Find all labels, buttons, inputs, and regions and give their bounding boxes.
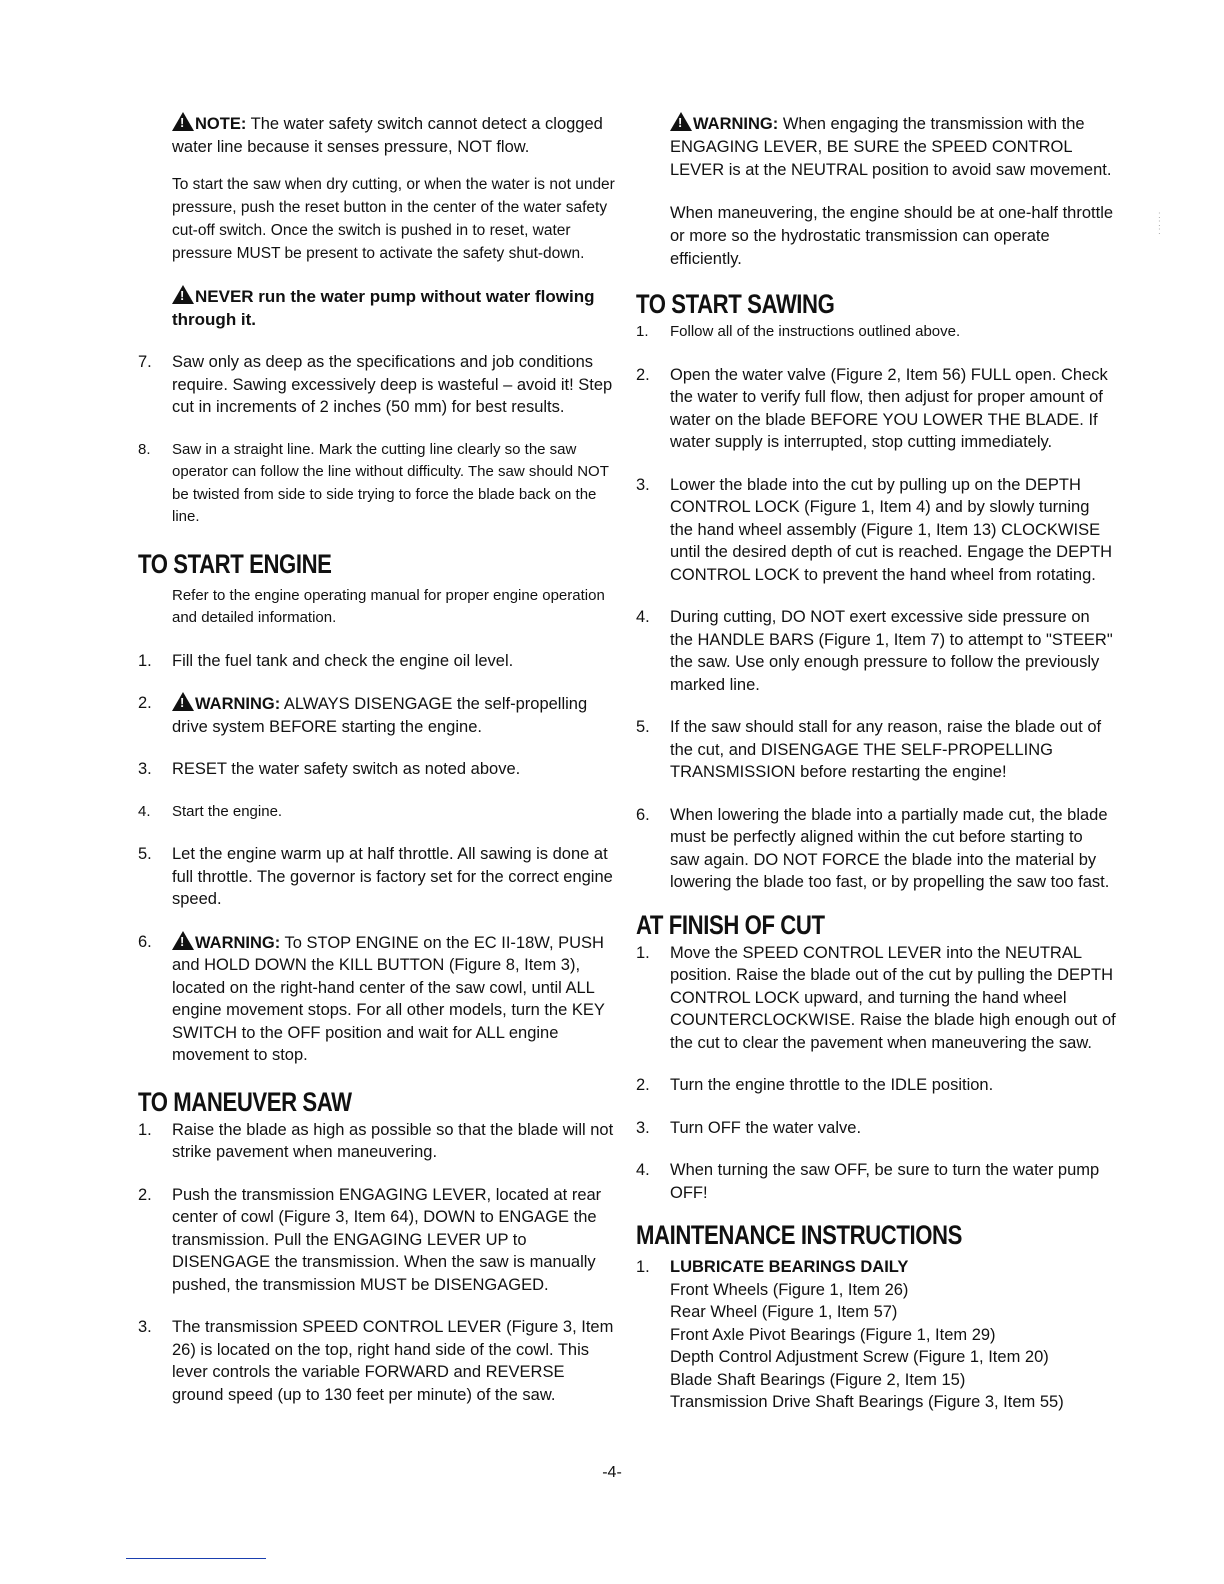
list-item (138, 1184, 620, 1297)
item-number: 1. (636, 323, 649, 340)
list-item (636, 804, 1116, 894)
item-number: 6. (138, 932, 152, 951)
list-item (138, 1119, 620, 1164)
list-item (138, 439, 620, 529)
list-item (636, 1256, 1116, 1414)
item-text: During cutting, DO NOT exert excessive side pressure on the HANDLE BARS (Figure 1, Item 7) to attempt to "STEER" the saw. Use only enough pressure to follow the previously marked line. (670, 608, 1113, 694)
section-heading-finish-cut: AT FINISH OF CUT (636, 909, 825, 940)
item-text: Turn the engine throttle to the IDLE position. (670, 1076, 994, 1094)
transmission-warning (670, 112, 1116, 182)
item-text: RESET the water safety switch as noted above. (172, 760, 521, 778)
never-note-text: NEVER run the water pump without water flowing through it. (172, 287, 595, 329)
item-number: 4. (138, 802, 151, 820)
item-number: 8. (138, 440, 151, 458)
lubricate-line: Blade Shaft Bearings (Figure 2, Item 15) (670, 1370, 966, 1389)
item-number: 5. (138, 845, 152, 863)
item-text: The transmission SPEED CONTROL LEVER (Figure 3, Item 26) is located on the top, right hand side of the cowl. This lever controls the variable FORWARD and REVERSE ground speed (up to 130 feet per minute) of the saw. (172, 1318, 614, 1404)
left-column (138, 112, 620, 1406)
item-text: Let the engine warm up at half throttle. All sawing is done at full throttle. The governor is factory set for the correct engine speed. (172, 845, 613, 908)
item-text: Saw in a straight line. Mark the cutting line clearly so the saw operator can follow the line without difficulty. The saw should NOT be twisted from side to side trying to force the blade back on the line. (172, 440, 609, 525)
item-number: 1. (636, 943, 650, 962)
note-label: NOTE: (195, 115, 247, 133)
item-number: 2. (138, 694, 152, 712)
lubricate-line: Front Axle Pivot Bearings (Figure 1, Item 29) (670, 1325, 996, 1344)
list-item (636, 364, 1116, 454)
list-item (636, 474, 1116, 587)
item-text: Move the SPEED CONTROL LEVER into the NEUTRAL position. Raise the blade out of the cut by pulling the DEPTH CONTROL LOCK upward, and turning the hand wheel COUNTERCLOCKWISE. Raise the blade high enough out of the cut to clear the pavement when maneuvering the saw. (670, 943, 1116, 1052)
item-text: Raise the blade as high as possible so that the blade will not strike pavement when maneuvering. (172, 1120, 614, 1161)
list-item (636, 716, 1116, 784)
margin-marks: : : : (1158, 210, 1161, 237)
item-text: Saw only as deep as the specifications and job conditions require. Sawing excessively deep is wasteful – avoid it! Step cut in increments of 2 inches (50 mm) for best results. (172, 353, 613, 416)
item-text: Start the engine. (172, 802, 283, 820)
item-text: When lowering the blade into a partially made cut, the blade must be perfectly aligned within the cut before starting to saw again. DO NOT FORCE the blade into the material by lowering the blade too fast, or by propelling the saw too fast. (670, 805, 1110, 891)
item-number: 4. (636, 1161, 650, 1179)
list-item (138, 931, 620, 1067)
start-engine-intro: Refer to the engine operating manual for proper engine operation and detailed information. (172, 586, 605, 626)
item-text: Follow all of the instructions outlined above. (670, 323, 961, 340)
item-text: Push the transmission ENGAGING LEVER, located at rear center of cowl (Figure 3, Item 64), DOWN to ENGAGE the transmission. Pull the ENGAGING LEVER UP to DISENGAGE the transmission. When the saw is manually pushed, the transmission MUST be DISENGAGED. (172, 1185, 602, 1294)
lubricate-line: Rear Wheel (Figure 1, Item 57) (670, 1303, 898, 1321)
lubricate-line: Depth Control Adjustment Screw (Figure 1, Item 20) (670, 1348, 1049, 1366)
warning-triangle-icon (172, 285, 194, 304)
list-item (636, 321, 1116, 344)
warning-triangle-icon (670, 112, 692, 131)
item-number: 2. (636, 1076, 650, 1094)
water-switch-detail: To start the saw when dry cutting, or when the water is not under pressure, push the reset button in the center of the water safety cut-off switch. Once the switch is pushed in to reset, water pressure MUST be present to activate the safety shut-down. (172, 176, 615, 262)
section-heading-start-engine: TO START ENGINE (138, 548, 332, 579)
water-switch-note (172, 112, 620, 159)
warning-label: WARNING: (693, 115, 779, 133)
item-text: ALWAYS DISENGAGE the self-propelling drive system BEFORE starting the engine. (172, 695, 588, 736)
warning-label: WARNING: (195, 933, 281, 952)
item-number: 6. (636, 805, 650, 824)
list-item (138, 692, 620, 738)
list-item (138, 650, 620, 673)
item-number: 1. (636, 1258, 650, 1276)
list-item (636, 942, 1116, 1055)
page-number: -4- (602, 1464, 622, 1481)
list-item (138, 801, 620, 824)
maneuver-throttle-note: When maneuvering, the engine should be at one-half throttle or more so the hydrostatic transmission can operate efficiently. (670, 204, 1114, 268)
list-item (636, 1159, 1116, 1204)
warning-text: When engaging the transmission with the ENGAGING LEVER, BE SURE the SPEED CONTROL LEVER is at the NEUTRAL position to avoid saw movement. (670, 115, 1112, 179)
item-text: Open the water valve (Figure 2, Item 56) FULL open. Check the water to verify full flow, then adjust for proper amount of water on the blade BEFORE YOU LOWER THE BLADE. If water supply is interrupted, stop cutting immediately. (670, 365, 1108, 451)
list-item (636, 1117, 1116, 1140)
item-number: 5. (636, 718, 650, 736)
list-item (138, 1316, 620, 1406)
footer-rule (126, 1558, 266, 1559)
item-number: 1. (138, 1120, 152, 1139)
list-item (636, 1074, 1116, 1097)
warning-triangle-icon (172, 931, 194, 950)
item-number: 1. (138, 651, 152, 670)
item-text: When turning the saw OFF, be sure to turn the water pump OFF! (670, 1161, 1100, 1202)
right-column (636, 112, 1116, 1414)
item-number: 4. (636, 608, 650, 626)
item-text: If the saw should stall for any reason, raise the blade out of the cut, and DISENGAGE THE SELF-PROPELLING TRANSMISSION before restarting the engine! (670, 718, 1102, 781)
never-run-pump-note (172, 285, 620, 331)
lubricate-list (670, 1256, 1116, 1414)
item-number: 3. (138, 760, 152, 778)
item-text: Lower the blade into the cut by pulling up on the DEPTH CONTROL LOCK (Figure 1, Item 4) and by slowly turning the hand wheel assembly (Figure 1, Item 13) CLOCKWISE until the desired depth of cut is reached. Engage the DEPTH CONTROL LOCK to prevent the hand wheel from rotating. (670, 475, 1113, 584)
item-number: 3. (138, 1318, 152, 1336)
item-number: 2. (636, 365, 650, 384)
list-item (138, 843, 620, 911)
item-number: 7. (138, 353, 152, 371)
lubricate-heading: LUBRICATE BEARINGS DAILY (670, 1258, 909, 1276)
item-number: 3. (636, 475, 650, 494)
section-heading-maneuver-saw: TO MANEUVER SAW (138, 1086, 352, 1117)
item-number: 2. (138, 1185, 152, 1204)
warning-label: WARNING: (195, 695, 281, 713)
item-text: Turn OFF the water valve. (670, 1118, 862, 1137)
item-number: 3. (636, 1118, 650, 1137)
list-item (138, 758, 620, 781)
item-text: Fill the fuel tank and check the engine oil level. (172, 651, 514, 670)
item-text: To STOP ENGINE on the EC II-18W, PUSH and HOLD DOWN the KILL BUTTON (Figure 8, Item 3), located on the right-hand center of the saw cowl, until ALL engine movement stops. For all other models, turn the KEY SWITCH to the OFF position and wait for ALL engine movement to stop. (172, 933, 605, 1064)
section-heading-start-sawing: TO START SAWING (636, 289, 835, 319)
section-heading-maintenance: MAINTENANCE INSTRUCTIONS (636, 1220, 962, 1250)
lubricate-line: Transmission Drive Shaft Bearings (Figure 3, Item 55) (670, 1393, 1064, 1411)
list-item (636, 606, 1116, 696)
lubricate-line: Front Wheels (Figure 1, Item 26) (670, 1280, 909, 1299)
list-item (138, 351, 620, 419)
warning-triangle-icon (172, 112, 194, 131)
warning-triangle-icon (172, 692, 194, 711)
note-text: The water safety switch cannot detect a clogged water line because it senses pressure, NOT flow. (172, 115, 603, 156)
